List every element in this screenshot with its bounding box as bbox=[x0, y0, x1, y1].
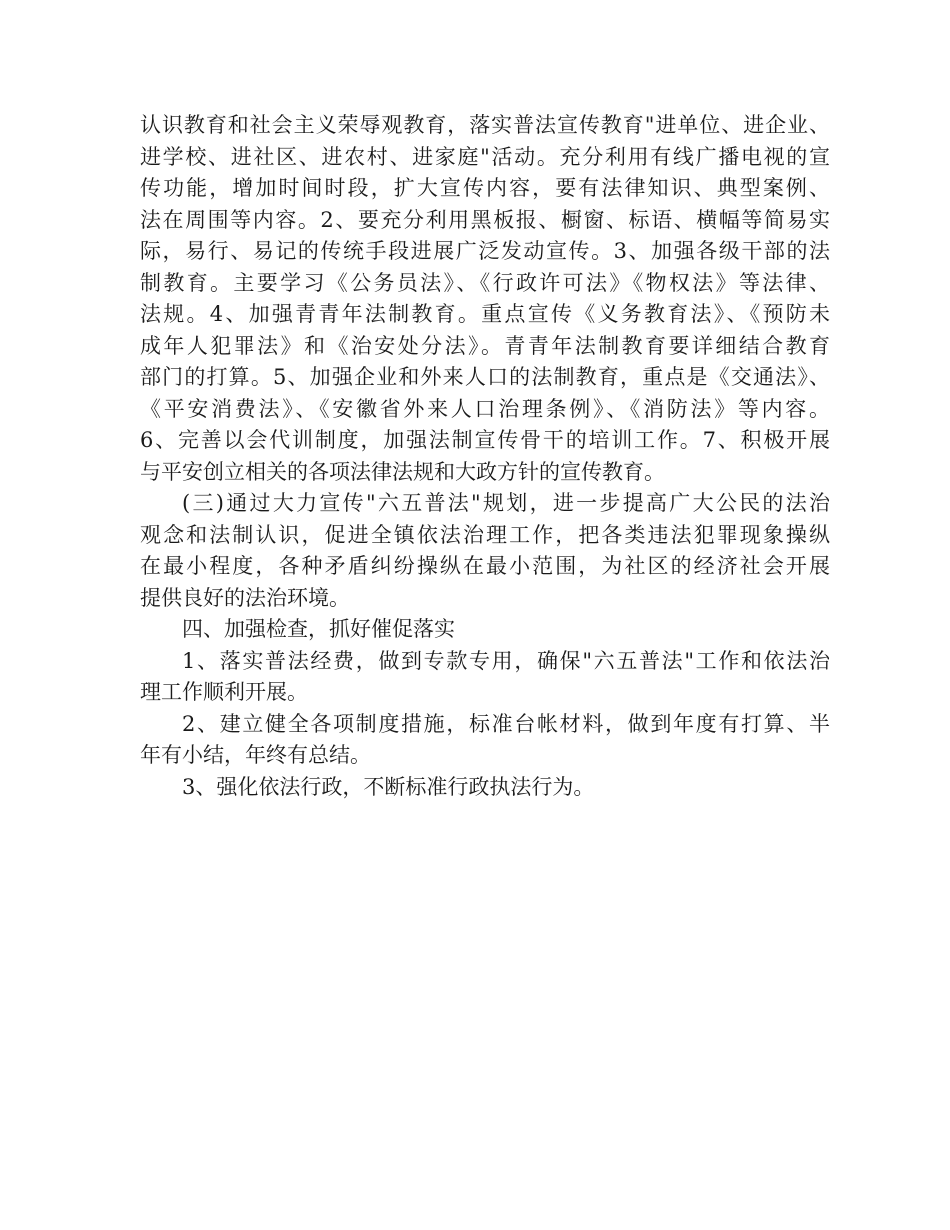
text-line: 制教育。主要学习《公务员法》、《行政许可法》《物权法》等法律、 bbox=[140, 270, 830, 295]
text-line: 1、落实普法经费，做到专款专用，确保"六五普法"工作和依法治 bbox=[182, 648, 830, 673]
text-line: 理工作顺利开展。 bbox=[140, 680, 308, 704]
text-line: 6、完善以会代训制度，加强法制宣传骨干的培训工作。7、积极开展 bbox=[140, 428, 830, 452]
text-line: 传功能，增加时间时段，扩大宣传内容，要有法律知识、典型案例、 bbox=[140, 176, 830, 200]
paragraph bbox=[140, 488, 830, 614]
text-line: 法在周围等内容。2、要充分利用黑板报、橱窗、标语、横幅等简易实 bbox=[140, 207, 830, 232]
text-line: 际，易行、易记的传统手段进展广泛发动宣传。3、加强各级干部的法 bbox=[140, 239, 830, 263]
text-line: 年有小结，年终有总结。 bbox=[140, 743, 371, 767]
document-body bbox=[140, 110, 830, 803]
text-line: 提供良好的法治环境。 bbox=[140, 585, 350, 610]
text-line: 与平安创立相关的各项法律法规和大政方针的宣传教育。 bbox=[140, 459, 665, 484]
text-line: 进学校、进社区、进农村、进家庭"活动。充分利用有线广播电视的宣 bbox=[140, 144, 830, 169]
text-line: 四、加强检查，抓好催促落实 bbox=[182, 617, 455, 641]
text-line: 法规。4、加强青青年法制教育。重点宣传《义务教育法》、《预防未 bbox=[140, 302, 830, 326]
text-line: (三)通过大力宣传"六五普法"规划，进一步提高广大公民的法治 bbox=[182, 491, 830, 515]
text-line: 成年人犯罪法》和《治安处分法》。青青年法制教育要详细结合教育 bbox=[140, 333, 830, 358]
text-line: 观念和法制认识，促进全镇依法治理工作，把各类违法犯罪现象操纵 bbox=[140, 522, 830, 547]
text-line: 认识教育和社会主义荣辱观教育，落实普法宣传教育"进单位、进企业、 bbox=[140, 113, 830, 137]
text-line: 部门的打算。5、加强企业和外来人口的法制教育，重点是《交通法》、 bbox=[140, 365, 830, 389]
paragraph bbox=[140, 646, 830, 709]
text-line: 2、建立健全各项制度措施，标准台帐材料，做到年度有打算、半 bbox=[182, 711, 830, 736]
paragraph bbox=[140, 110, 830, 488]
paragraph bbox=[140, 772, 830, 804]
text-line: 在最小程度，各种矛盾纠纷操纵在最小范围，为社区的经济社会开展 bbox=[140, 554, 830, 578]
section-heading bbox=[140, 614, 830, 646]
text-line: 3、强化依法行政，不断标准行政执法行为。 bbox=[182, 774, 595, 799]
text-line: 《平安消费法》、《安徽省外来人口治理条例》、《消防法》等内容。 bbox=[140, 396, 830, 421]
paragraph bbox=[140, 709, 830, 772]
